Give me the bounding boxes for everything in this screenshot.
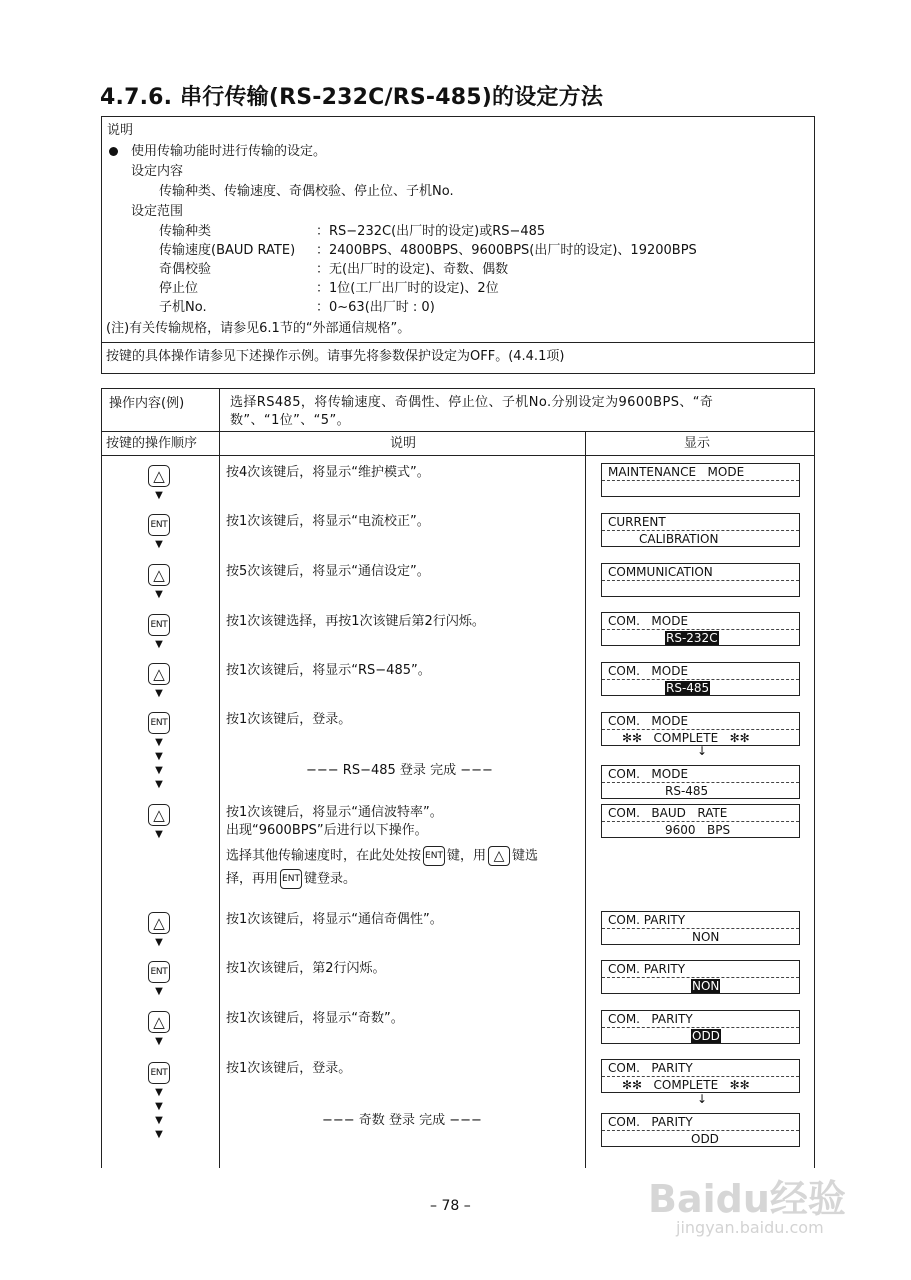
display-line1: COMMUNICATION: [608, 565, 713, 579]
down-triangle-icon: ▼: [155, 986, 163, 997]
down-triangle-icon: ▼: [155, 490, 163, 501]
step-desc: 按1次该键后，登录。: [226, 1061, 352, 1076]
display-panel: [601, 1010, 800, 1044]
down-arrow-icon: ↓: [697, 744, 708, 758]
up-key-icon: △: [148, 663, 170, 685]
watermark-url: jingyan.baidu.com: [676, 1218, 824, 1237]
ent-key-icon: ENT: [148, 961, 170, 983]
col-header-display: 显示: [684, 436, 711, 451]
display-line1: COM. PARITY: [608, 913, 686, 927]
table-left-border: [101, 388, 102, 1168]
step-desc: 按1次该键后，将显示“通信波特率”。: [226, 805, 443, 820]
up-key-icon: △: [148, 804, 170, 826]
down-triangle-icon: ▼: [155, 737, 163, 748]
display-panel: [601, 911, 800, 945]
range-name: 传输种类: [159, 224, 212, 239]
table-right-border: [814, 388, 815, 1168]
ent-key-icon: ENT: [148, 1062, 170, 1084]
page-title: 4.7.6. 串行传输(RS-232C/RS-485)的设定方法: [100, 85, 604, 110]
step-desc: 按1次该键后，将显示“RS−485”。: [226, 663, 431, 678]
ent-key-icon: ENT: [148, 614, 170, 636]
display-line2: ODD: [691, 1132, 719, 1146]
desc-footer: 按键的具体操作请参见下述操作示例。请事先将参数保护设定为OFF。(4.4.1项): [106, 349, 565, 364]
table-col-divider: [585, 431, 586, 1168]
down-triangle-icon: ▼: [155, 779, 163, 790]
step-desc: 按1次该键后，登录。: [226, 712, 352, 727]
table-top-border: [101, 388, 815, 389]
display-line2: ✻✻ COMPLETE ✻✻: [622, 731, 750, 745]
down-triangle-icon: ▼: [155, 1036, 163, 1047]
step-desc: 按1次该键后，将显示“奇数”。: [226, 1011, 404, 1026]
display-line1: COM. BAUD RATE: [608, 806, 728, 820]
display-line1: MAINTENANCE MODE: [608, 465, 745, 479]
display-line2: NON: [692, 930, 720, 944]
step-desc-extra: 选择其他传输速度时，在此处处按 ENT 键，用 △ 键选: [226, 848, 539, 864]
col-header-keys: 按键的操作顺序: [106, 436, 198, 451]
range-value: ：RS−232C(出厂时的设定)或RS−485: [316, 224, 546, 239]
display-line1: COM. PARITY: [608, 1115, 693, 1129]
ent-key-icon: ENT: [423, 846, 445, 866]
down-triangle-icon: ▼: [155, 589, 163, 600]
step-desc: 按5次该键后，将显示“通信设定”。: [226, 564, 430, 579]
display-panel: [601, 804, 800, 838]
display-line1: COM. PARITY: [608, 1012, 693, 1026]
ent-key-icon: ENT: [148, 514, 170, 536]
display-line1: CURRENT: [608, 515, 666, 529]
step-desc: 按1次该键后，将显示“通信奇偶性”。: [226, 912, 443, 927]
range-value: ：2400BPS、4800BPS、9600BPS(出厂时的设定)、19200BPS: [316, 243, 697, 258]
step-desc-extra: 出现“9600BPS”后进行以下操作。: [226, 823, 428, 838]
display-panel: [601, 712, 800, 746]
op-text-line2: 数”、“1位”、“5”。: [230, 413, 351, 428]
display-line2: RS-485: [665, 784, 709, 798]
bullet-icon: [109, 147, 118, 156]
range-value: ：无(出厂时的设定)、奇数、偶数: [316, 262, 509, 277]
display-panel: [601, 1059, 800, 1093]
down-triangle-icon: ▼: [155, 1115, 163, 1126]
display-panel: [601, 960, 800, 994]
col-header-desc: 说明: [390, 436, 417, 451]
table-header-divider: [101, 455, 815, 456]
display-line1: COM. MODE: [608, 714, 689, 728]
range-name: 子机No.: [159, 300, 207, 315]
range-label: 设定范围: [131, 204, 184, 219]
display-panel: [601, 463, 800, 497]
down-triangle-icon: ▼: [155, 937, 163, 948]
display-line1: COM. MODE: [608, 614, 689, 628]
display-panel: [601, 1113, 800, 1147]
up-key-icon: △: [488, 846, 510, 866]
display-panel: [601, 662, 800, 696]
step-desc: 按1次该键选择，再按1次该键后第2行闪烁。: [226, 614, 485, 629]
desc-note: (注)有关传输规格，请参见6.1节的“外部通信规格”。: [106, 321, 411, 336]
display-line1: COM. PARITY: [608, 962, 686, 976]
display-line2: ✻✻ COMPLETE ✻✻: [622, 1078, 750, 1092]
op-label: 操作内容(例): [109, 396, 185, 411]
complete-message: −−− RS−485 登录 完成 −−−: [306, 763, 493, 778]
page-number: – 78 –: [430, 1198, 471, 1214]
step-desc: 按4次该键后，将显示“维护模式”。: [226, 465, 430, 480]
step-desc: 按1次该键后，第2行闪烁。: [226, 961, 386, 976]
range-value: ：1位(工厂出厂时的设定)、2位: [316, 281, 499, 296]
down-triangle-icon: ▼: [155, 765, 163, 776]
range-name: 传输速度(BAUD RATE): [159, 243, 296, 258]
display-panel: [601, 513, 800, 547]
display-line2: 9600 BPS: [665, 823, 731, 837]
range-value: ：0~63(出厂时 : 0): [316, 300, 435, 315]
down-triangle-icon: ▼: [155, 1129, 163, 1140]
display-panel: [601, 765, 800, 799]
display-panel: [601, 563, 800, 597]
display-line2-highlight: ODD: [692, 1029, 720, 1043]
display-line1: COM. PARITY: [608, 1061, 693, 1075]
step-desc: 按1次该键后，将显示“电流校正”。: [226, 514, 430, 529]
down-arrow-icon: ↓: [697, 1092, 708, 1106]
display-panel: [601, 612, 800, 646]
down-triangle-icon: ▼: [155, 1087, 163, 1098]
watermark-brand: Baidu经验: [648, 1177, 846, 1221]
range-name: 奇偶校验: [159, 262, 212, 277]
up-key-icon: △: [148, 1011, 170, 1033]
down-triangle-icon: ▼: [155, 639, 163, 650]
down-triangle-icon: ▼: [155, 1101, 163, 1112]
up-key-icon: △: [148, 912, 170, 934]
table-op-divider: [101, 431, 815, 432]
ent-key-icon: ENT: [280, 869, 302, 889]
display-line1: COM. MODE: [608, 767, 689, 781]
display-line2-highlight: NON: [692, 979, 720, 993]
op-text-line1: 选择RS485，将传输速度、奇偶性、停止位、子机No.分别设定为9600BPS、“奇: [230, 395, 714, 410]
step-desc-extra: 择，再用 ENT 键登录。: [226, 869, 356, 889]
up-key-icon: △: [148, 564, 170, 586]
display-line2: CALIBRATION: [639, 532, 719, 546]
display-line2-highlight: RS-485: [666, 681, 710, 695]
content-items: 传输种类、传输速度、奇偶校验、停止位、子机No.: [159, 184, 454, 199]
down-triangle-icon: ▼: [155, 751, 163, 762]
down-triangle-icon: ▼: [155, 829, 163, 840]
ent-key-icon: ENT: [148, 712, 170, 734]
content-label: 设定内容: [131, 164, 184, 179]
table-col-divider: [219, 388, 220, 1168]
display-line2-highlight: RS-232C: [666, 631, 718, 645]
complete-message: −−− 奇数 登录 完成 −−−: [322, 1113, 482, 1128]
down-triangle-icon: ▼: [155, 688, 163, 699]
desc-heading: 说明: [107, 123, 134, 138]
up-key-icon: △: [148, 465, 170, 487]
divider: [101, 342, 815, 343]
display-line1: COM. MODE: [608, 664, 689, 678]
down-triangle-icon: ▼: [155, 539, 163, 550]
desc-bullet-text: 使用传输功能时进行传输的设定。: [131, 144, 327, 159]
range-name: 停止位: [159, 281, 199, 296]
